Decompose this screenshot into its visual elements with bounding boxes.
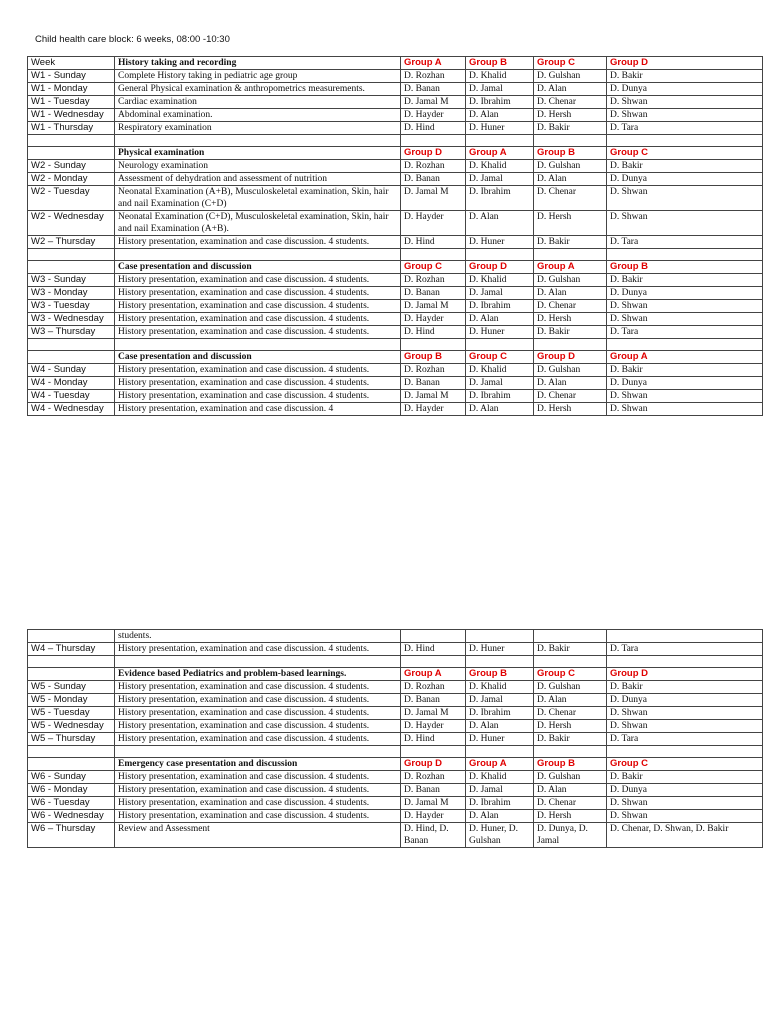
schedule-row: [28, 771, 763, 784]
group-header: Group C: [534, 668, 607, 681]
instructor-cell: D. Shwan: [607, 720, 763, 733]
week-column-label: [28, 758, 115, 771]
instructor-cell: D. Bakir: [607, 771, 763, 784]
week-column-label: [28, 668, 115, 681]
group-header: Group C: [466, 351, 534, 364]
instructor-cell: D. Hayder: [401, 109, 466, 122]
activity-description: History presentation, examination and case discussion. 4 students.: [115, 326, 401, 339]
instructor-cell: D. Chenar: [534, 96, 607, 109]
schedule-row: [28, 313, 763, 326]
section-header-row: [28, 57, 763, 70]
activity-description: History presentation, examination and case discussion. 4 students.: [115, 643, 401, 656]
instructor-cell: D. Shwan: [607, 186, 763, 211]
instructor-cell: D. Hind: [401, 643, 466, 656]
instructor-cell: D. Jamal: [466, 173, 534, 186]
section-header-row: [28, 147, 763, 160]
day-cell: W5 - Wednesday: [28, 720, 115, 733]
activity-description: History presentation, examination and case discussion. 4 students.: [115, 274, 401, 287]
instructor-cell: D. Shwan: [607, 211, 763, 236]
instructor-cell: D. Hayder: [401, 313, 466, 326]
schedule-row: [28, 720, 763, 733]
schedule-row: [28, 186, 763, 211]
empty-cell: [401, 135, 466, 147]
instructor-cell: D. Jamal: [466, 83, 534, 96]
instructor-cell: D. Alan: [534, 694, 607, 707]
activity-description: History presentation, examination and case discussion. 4 students.: [115, 771, 401, 784]
instructor-cell: [466, 630, 534, 643]
instructor-cell: D. Gulshan: [534, 681, 607, 694]
instructor-cell: D. Bakir: [534, 122, 607, 135]
instructor-cell: [534, 630, 607, 643]
activity-description: Abdominal examination.: [115, 109, 401, 122]
day-cell: W5 - Monday: [28, 694, 115, 707]
week-column-label: Week: [28, 57, 115, 70]
instructor-cell: D. Bakir: [607, 364, 763, 377]
day-cell: W3 - Wednesday: [28, 313, 115, 326]
schedule-row: [28, 83, 763, 96]
day-cell: W6 - Monday: [28, 784, 115, 797]
group-header: Group B: [534, 147, 607, 160]
activity-description: Respiratory examination: [115, 122, 401, 135]
instructor-cell: D. Jamal: [466, 784, 534, 797]
instructor-cell: D. Ibrahim: [466, 300, 534, 313]
section-title: Physical examination: [115, 147, 401, 160]
empty-cell: [466, 135, 534, 147]
instructor-cell: D. Hayder: [401, 720, 466, 733]
empty-cell: [28, 746, 115, 758]
instructor-cell: D. Hind: [401, 733, 466, 746]
group-header: Group B: [534, 758, 607, 771]
instructor-cell: D. Alan: [466, 403, 534, 416]
activity-description: History presentation, examination and case discussion. 4 students.: [115, 720, 401, 733]
empty-cell: [466, 339, 534, 351]
spacer-row: [28, 339, 763, 351]
instructor-cell: D. Khalid: [466, 274, 534, 287]
day-cell: W4 - Sunday: [28, 364, 115, 377]
instructor-cell: D. Huner: [466, 326, 534, 339]
activity-description: History presentation, examination and case discussion. 4 students.: [115, 797, 401, 810]
day-cell: W2 - Wednesday: [28, 211, 115, 236]
instructor-cell: D. Dunya, D. Jamal: [534, 823, 607, 848]
section-header-row: [28, 758, 763, 771]
spacer-row: [28, 656, 763, 668]
instructor-cell: D. Huner: [466, 733, 534, 746]
instructor-cell: D. Tara: [607, 236, 763, 249]
group-header: Group B: [466, 57, 534, 70]
empty-cell: [534, 135, 607, 147]
week-column-label: [28, 147, 115, 160]
instructor-cell: D. Jamal: [466, 287, 534, 300]
instructor-cell: D. Ibrahim: [466, 707, 534, 720]
empty-cell: [466, 746, 534, 758]
instructor-cell: D. Rozhan: [401, 70, 466, 83]
day-cell: [28, 630, 115, 643]
day-cell: W3 - Monday: [28, 287, 115, 300]
instructor-cell: D. Tara: [607, 326, 763, 339]
activity-description: Neonatal Examination (C+D), Musculoskeletal examination, Skin, hair and nail Examination (A+B).: [115, 211, 401, 236]
schedule-row: [28, 122, 763, 135]
activity-description: Assessment of dehydration and assessment of nutrition: [115, 173, 401, 186]
instructor-cell: D. Huner, D. Gulshan: [466, 823, 534, 848]
day-cell: W6 – Thursday: [28, 823, 115, 848]
instructor-cell: D. Huner: [466, 122, 534, 135]
schedule-row: [28, 377, 763, 390]
instructor-cell: D. Dunya: [607, 784, 763, 797]
instructor-cell: D. Bakir: [534, 236, 607, 249]
schedule-row: [28, 630, 763, 643]
instructor-cell: D. Alan: [534, 83, 607, 96]
group-header: Group B: [466, 668, 534, 681]
empty-cell: [401, 656, 466, 668]
instructor-cell: D. Hersh: [534, 313, 607, 326]
schedule-table-part-2: [27, 629, 763, 848]
activity-description: History presentation, examination and case discussion. 4 students.: [115, 681, 401, 694]
instructor-cell: D. Ibrahim: [466, 186, 534, 211]
activity-description: History presentation, examination and case discussion. 4 students.: [115, 377, 401, 390]
group-header: Group C: [401, 261, 466, 274]
instructor-cell: D. Hayder: [401, 403, 466, 416]
group-header: Group D: [534, 351, 607, 364]
schedule-row: [28, 109, 763, 122]
instructor-cell: D. Hayder: [401, 810, 466, 823]
instructor-cell: D. Banan: [401, 287, 466, 300]
activity-description: General Physical examination & anthropometrics measurements.: [115, 83, 401, 96]
instructor-cell: D. Shwan: [607, 403, 763, 416]
section-header-row: [28, 668, 763, 681]
instructor-cell: D. Dunya: [607, 83, 763, 96]
schedule-row: [28, 96, 763, 109]
schedule-row: [28, 797, 763, 810]
instructor-cell: D. Jamal: [466, 694, 534, 707]
group-header: Group A: [607, 351, 763, 364]
instructor-cell: D. Rozhan: [401, 681, 466, 694]
schedule-row: [28, 274, 763, 287]
day-cell: W1 - Tuesday: [28, 96, 115, 109]
document-heading: Child health care block: 6 weeks, 08:00 -10:30: [35, 34, 230, 45]
instructor-cell: D. Hersh: [534, 403, 607, 416]
empty-cell: [534, 339, 607, 351]
instructor-cell: D. Gulshan: [534, 274, 607, 287]
day-cell: W2 - Sunday: [28, 160, 115, 173]
instructor-cell: D. Alan: [534, 377, 607, 390]
instructor-cell: D. Alan: [534, 784, 607, 797]
instructor-cell: D. Khalid: [466, 681, 534, 694]
instructor-cell: D. Khalid: [466, 771, 534, 784]
activity-description: Neurology examination: [115, 160, 401, 173]
schedule-row: [28, 733, 763, 746]
schedule-row: [28, 364, 763, 377]
instructor-cell: D. Shwan: [607, 96, 763, 109]
instructor-cell: [401, 630, 466, 643]
instructor-cell: D. Banan: [401, 173, 466, 186]
schedule-table-part-1: [27, 56, 763, 416]
instructor-cell: D. Alan: [466, 109, 534, 122]
instructor-cell: D. Chenar, D. Shwan, D. Bakir: [607, 823, 763, 848]
day-cell: W2 – Thursday: [28, 236, 115, 249]
schedule-row: [28, 160, 763, 173]
instructor-cell: D. Dunya: [607, 377, 763, 390]
instructor-cell: D. Gulshan: [534, 70, 607, 83]
instructor-cell: D. Rozhan: [401, 160, 466, 173]
instructor-cell: D. Alan: [534, 173, 607, 186]
day-cell: W2 - Monday: [28, 173, 115, 186]
schedule-row: [28, 694, 763, 707]
group-header: Group C: [607, 758, 763, 771]
schedule-row: [28, 823, 763, 848]
instructor-cell: D. Alan: [466, 313, 534, 326]
instructor-cell: D. Shwan: [607, 810, 763, 823]
instructor-cell: D. Alan: [466, 810, 534, 823]
instructor-cell: D. Gulshan: [534, 364, 607, 377]
week-column-label: [28, 351, 115, 364]
instructor-cell: D. Hind: [401, 326, 466, 339]
day-cell: W5 - Tuesday: [28, 707, 115, 720]
group-header: Group A: [466, 758, 534, 771]
instructor-cell: D. Banan: [401, 83, 466, 96]
schedule-row: [28, 211, 763, 236]
empty-cell: [607, 746, 763, 758]
empty-cell: [607, 339, 763, 351]
instructor-cell: D. Chenar: [534, 300, 607, 313]
section-title: Emergency case presentation and discussion: [115, 758, 401, 771]
instructor-cell: D. Ibrahim: [466, 390, 534, 403]
instructor-cell: D. Chenar: [534, 707, 607, 720]
day-cell: W1 - Monday: [28, 83, 115, 96]
instructor-cell: D. Hayder: [401, 211, 466, 236]
instructor-cell: D. Rozhan: [401, 274, 466, 287]
empty-cell: [115, 746, 401, 758]
instructor-cell: [607, 630, 763, 643]
group-header: Group C: [534, 57, 607, 70]
activity-description: History presentation, examination and case discussion. 4 students.: [115, 707, 401, 720]
day-cell: W3 - Tuesday: [28, 300, 115, 313]
instructor-cell: D. Khalid: [466, 160, 534, 173]
empty-cell: [607, 249, 763, 261]
instructor-cell: D. Bakir: [607, 160, 763, 173]
empty-cell: [28, 339, 115, 351]
activity-description: Review and Assessment: [115, 823, 401, 848]
group-header: Group A: [401, 57, 466, 70]
instructor-cell: D. Gulshan: [534, 771, 607, 784]
instructor-cell: D. Huner: [466, 643, 534, 656]
instructor-cell: D. Banan: [401, 694, 466, 707]
day-cell: W5 – Thursday: [28, 733, 115, 746]
instructor-cell: D. Khalid: [466, 364, 534, 377]
day-cell: W4 - Tuesday: [28, 390, 115, 403]
instructor-cell: D. Alan: [466, 211, 534, 236]
day-cell: W3 - Sunday: [28, 274, 115, 287]
group-header: Group D: [466, 261, 534, 274]
instructor-cell: D. Hind, D. Banan: [401, 823, 466, 848]
instructor-cell: D. Hersh: [534, 211, 607, 236]
instructor-cell: D. Chenar: [534, 390, 607, 403]
instructor-cell: D. Banan: [401, 784, 466, 797]
activity-description: History presentation, examination and case discussion. 4 students.: [115, 810, 401, 823]
instructor-cell: D. Hind: [401, 236, 466, 249]
empty-cell: [28, 135, 115, 147]
day-cell: W1 - Wednesday: [28, 109, 115, 122]
instructor-cell: D. Bakir: [607, 70, 763, 83]
section-header-row: [28, 351, 763, 364]
day-cell: W5 - Sunday: [28, 681, 115, 694]
empty-cell: [534, 746, 607, 758]
instructor-cell: D. Rozhan: [401, 771, 466, 784]
group-header: Group D: [401, 147, 466, 160]
schedule-row: [28, 287, 763, 300]
instructor-cell: D. Bakir: [607, 681, 763, 694]
instructor-cell: D. Tara: [607, 643, 763, 656]
empty-cell: [607, 135, 763, 147]
empty-cell: [28, 656, 115, 668]
instructor-cell: D. Jamal M: [401, 797, 466, 810]
schedule-row: [28, 681, 763, 694]
instructor-cell: D. Shwan: [607, 313, 763, 326]
activity-description: History presentation, examination and case discussion. 4 students.: [115, 784, 401, 797]
schedule-row: [28, 707, 763, 720]
empty-cell: [466, 249, 534, 261]
activity-description: Complete History taking in pediatric age group: [115, 70, 401, 83]
empty-cell: [115, 339, 401, 351]
activity-description: History presentation, examination and case discussion. 4 students.: [115, 236, 401, 249]
empty-cell: [534, 656, 607, 668]
schedule-row: [28, 300, 763, 313]
instructor-cell: D. Hersh: [534, 720, 607, 733]
instructor-cell: D. Dunya: [607, 287, 763, 300]
section-title: Evidence based Pediatrics and problem-based learnings.: [115, 668, 401, 681]
instructor-cell: D. Bakir: [534, 326, 607, 339]
empty-cell: [401, 249, 466, 261]
instructor-cell: D. Hersh: [534, 810, 607, 823]
day-cell: W4 - Wednesday: [28, 403, 115, 416]
activity-description: History presentation, examination and case discussion. 4 students.: [115, 733, 401, 746]
group-header: Group D: [401, 758, 466, 771]
group-header: Group D: [607, 57, 763, 70]
instructor-cell: D. Jamal M: [401, 390, 466, 403]
schedule-row: [28, 810, 763, 823]
instructor-cell: D. Jamal M: [401, 186, 466, 211]
section-title: Case presentation and discussion: [115, 261, 401, 274]
instructor-cell: D. Banan: [401, 377, 466, 390]
day-cell: W4 - Monday: [28, 377, 115, 390]
empty-cell: [401, 746, 466, 758]
day-cell: W3 – Thursday: [28, 326, 115, 339]
activity-description: History presentation, examination and case discussion. 4 students.: [115, 390, 401, 403]
instructor-cell: D. Jamal M: [401, 707, 466, 720]
group-header: Group A: [466, 147, 534, 160]
group-header: Group B: [607, 261, 763, 274]
week-column-label: [28, 261, 115, 274]
instructor-cell: D. Bakir: [534, 733, 607, 746]
section-title: History taking and recording: [115, 57, 401, 70]
schedule-row: [28, 70, 763, 83]
group-header: Group A: [401, 668, 466, 681]
instructor-cell: D. Hersh: [534, 109, 607, 122]
empty-cell: [466, 656, 534, 668]
instructor-cell: D. Dunya: [607, 694, 763, 707]
empty-cell: [115, 249, 401, 261]
activity-description: History presentation, examination and case discussion. 4 students.: [115, 313, 401, 326]
instructor-cell: D. Ibrahim: [466, 797, 534, 810]
instructor-cell: D. Rozhan: [401, 364, 466, 377]
instructor-cell: D. Jamal M: [401, 96, 466, 109]
section-title: Case presentation and discussion: [115, 351, 401, 364]
instructor-cell: D. Jamal: [466, 377, 534, 390]
instructor-cell: D. Chenar: [534, 186, 607, 211]
instructor-cell: D. Hind: [401, 122, 466, 135]
schedule-row: [28, 643, 763, 656]
group-header: Group B: [401, 351, 466, 364]
schedule-row: [28, 236, 763, 249]
empty-cell: [534, 249, 607, 261]
schedule-row: [28, 173, 763, 186]
instructor-cell: D. Shwan: [607, 300, 763, 313]
activity-description: History presentation, examination and case discussion. 4 students.: [115, 694, 401, 707]
instructor-cell: D. Chenar: [534, 797, 607, 810]
activity-description: Cardiac examination: [115, 96, 401, 109]
day-cell: W1 - Sunday: [28, 70, 115, 83]
activity-description: students.: [115, 630, 401, 643]
group-header: Group D: [607, 668, 763, 681]
instructor-cell: D. Shwan: [607, 797, 763, 810]
schedule-row: [28, 326, 763, 339]
empty-cell: [28, 249, 115, 261]
empty-cell: [607, 656, 763, 668]
empty-cell: [115, 656, 401, 668]
activity-description: History presentation, examination and case discussion. 4 students.: [115, 300, 401, 313]
day-cell: W6 - Sunday: [28, 771, 115, 784]
activity-description: History presentation, examination and case discussion. 4 students.: [115, 287, 401, 300]
instructor-cell: D. Shwan: [607, 390, 763, 403]
instructor-cell: D. Alan: [534, 287, 607, 300]
empty-cell: [115, 135, 401, 147]
section-header-row: [28, 261, 763, 274]
instructor-cell: D. Huner: [466, 236, 534, 249]
spacer-row: [28, 249, 763, 261]
empty-cell: [401, 339, 466, 351]
instructor-cell: D. Shwan: [607, 707, 763, 720]
schedule-row: [28, 784, 763, 797]
spacer-row: [28, 746, 763, 758]
instructor-cell: D. Bakir: [534, 643, 607, 656]
instructor-cell: D. Khalid: [466, 70, 534, 83]
instructor-cell: D. Gulshan: [534, 160, 607, 173]
day-cell: W6 - Tuesday: [28, 797, 115, 810]
instructor-cell: D. Tara: [607, 733, 763, 746]
schedule-row: [28, 403, 763, 416]
spacer-row: [28, 135, 763, 147]
day-cell: W4 – Thursday: [28, 643, 115, 656]
instructor-cell: D. Dunya: [607, 173, 763, 186]
instructor-cell: D. Shwan: [607, 109, 763, 122]
instructor-cell: D. Ibrahim: [466, 96, 534, 109]
activity-description: History presentation, examination and case discussion. 4 students.: [115, 364, 401, 377]
day-cell: W1 - Thursday: [28, 122, 115, 135]
instructor-cell: D. Bakir: [607, 274, 763, 287]
day-cell: W6 - Wednesday: [28, 810, 115, 823]
instructor-cell: D. Jamal M: [401, 300, 466, 313]
day-cell: W2 - Tuesday: [28, 186, 115, 211]
group-header: Group C: [607, 147, 763, 160]
activity-description: Neonatal Examination (A+B), Musculoskeletal examination, Skin, hair and nail Examination (C+D): [115, 186, 401, 211]
instructor-cell: D. Alan: [466, 720, 534, 733]
activity-description: History presentation, examination and case discussion. 4: [115, 403, 401, 416]
schedule-row: [28, 390, 763, 403]
group-header: Group A: [534, 261, 607, 274]
instructor-cell: D. Tara: [607, 122, 763, 135]
